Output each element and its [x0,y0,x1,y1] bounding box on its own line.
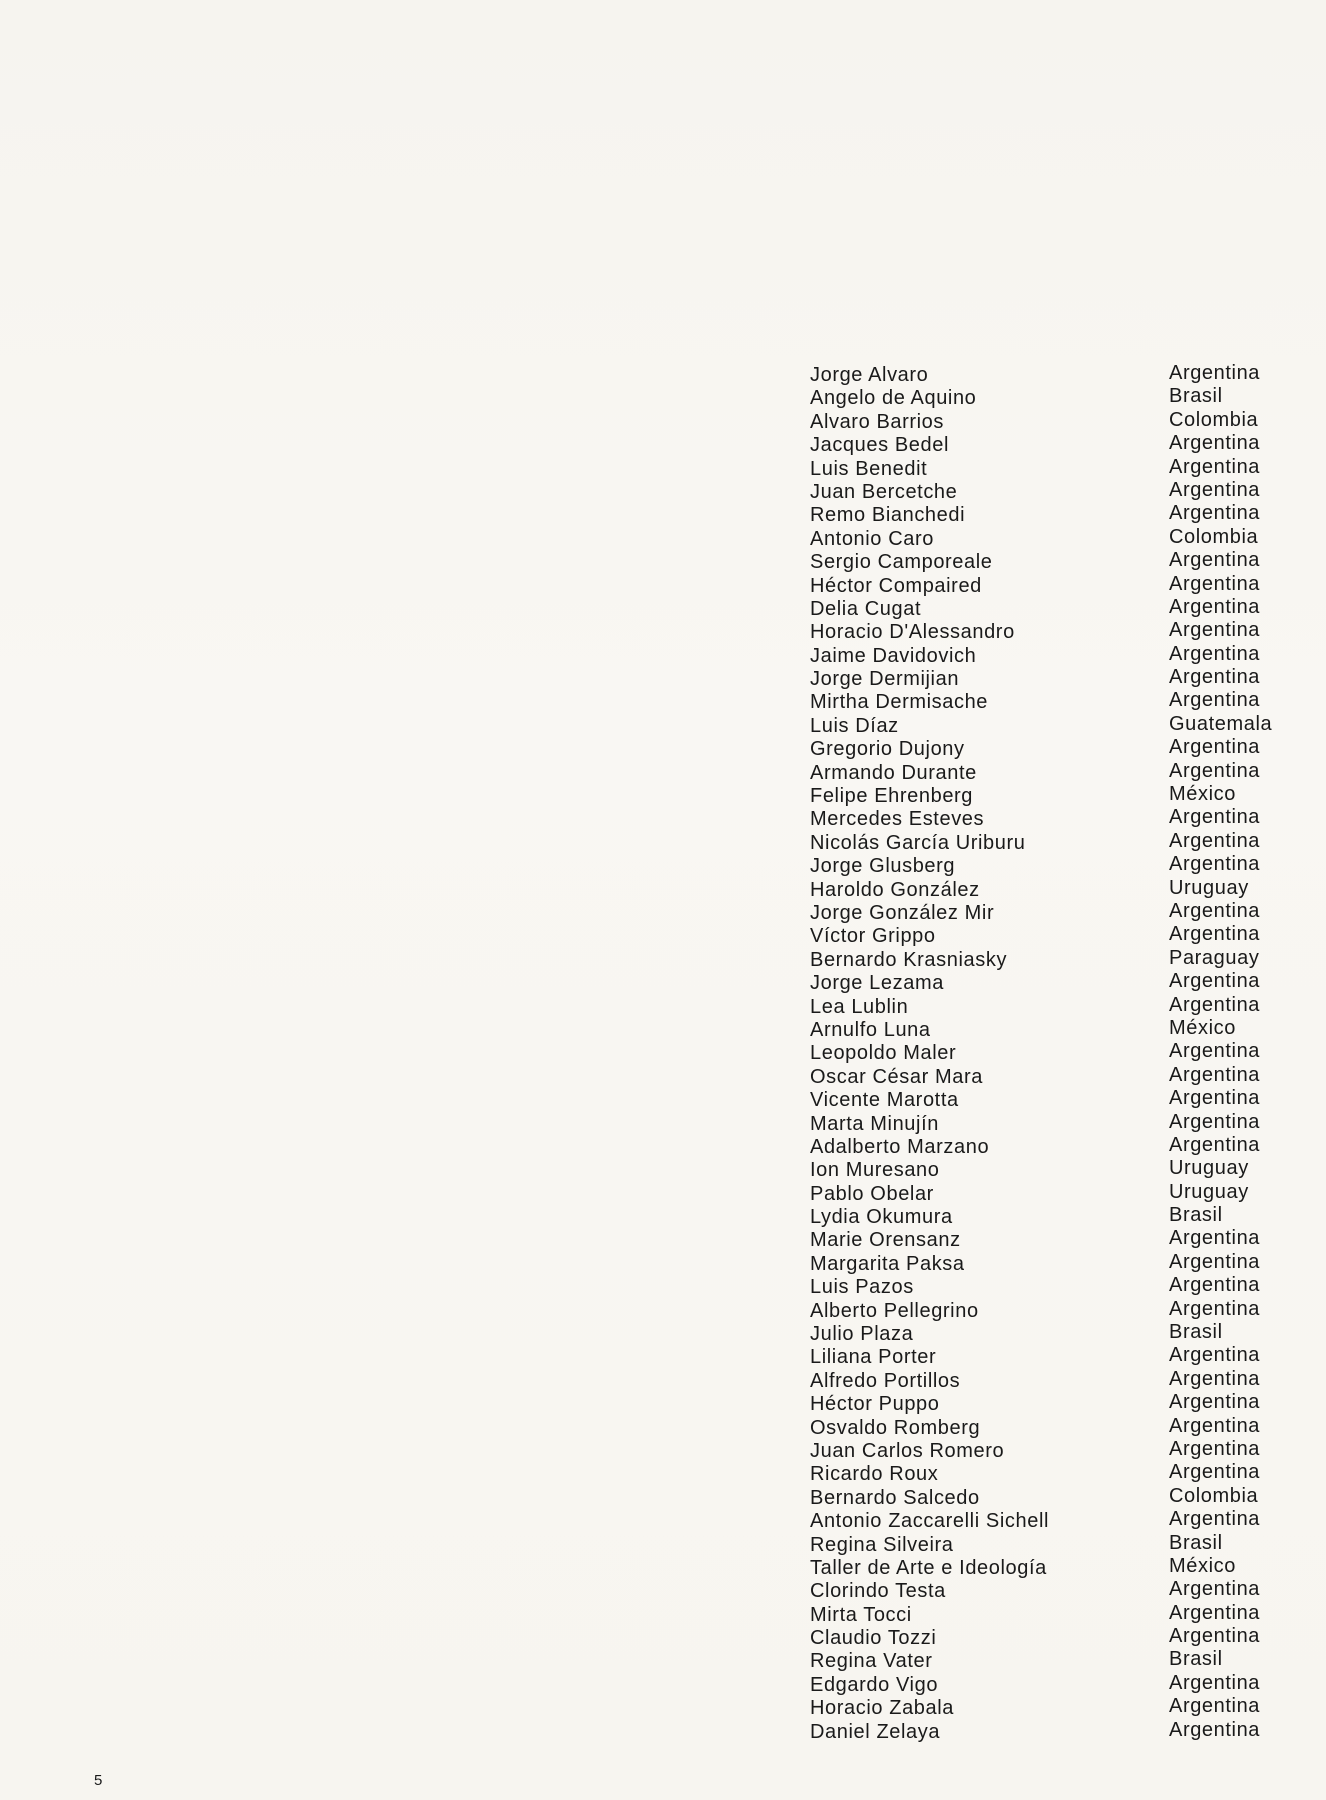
artist-row [810,808,1280,831]
artist-name: Ricardo Roux [810,1463,939,1486]
artist-country: Uruguay [1169,1180,1249,1203]
artist-name: Horacio Zabala [810,1697,955,1720]
artist-country: Argentina [1169,502,1261,525]
artist-row [810,1510,1280,1533]
artist-name: Regina Vater [810,1650,933,1673]
artist-name: Jorge Alvaro [810,364,929,386]
artist-name: Lydia Okumura [810,1206,953,1229]
artist-country: Argentina [1169,619,1261,642]
artist-name: Margarita Paksa [810,1252,965,1275]
artist-row [810,829,1280,855]
artist-row [810,899,1280,925]
artist-country: Argentina [1169,1087,1261,1110]
artist-name: Héctor Compaired [810,574,982,597]
artist-country: Argentina [1169,1671,1261,1694]
artist-country: Argentina [1169,362,1261,384]
artist-country: Argentina [1169,1133,1261,1156]
artist-country: Brasil [1169,1648,1223,1671]
artist-country: Argentina [1169,806,1261,829]
artist-country: Argentina [1169,666,1261,689]
artist-name: Antonio Zaccarelli Sichell [810,1510,1050,1533]
artist-country: Argentina [1169,1040,1261,1063]
artist-country: Argentina [1169,1274,1261,1297]
artist-row [810,1627,1280,1650]
artist-row [810,925,1280,948]
artist-country: Argentina [1169,759,1261,782]
artist-name: Leopoldo Maler [810,1042,957,1065]
artist-name: Jaime Davidovich [810,644,977,667]
artist-country: Argentina [1169,549,1261,572]
artist-name: Haroldo González [810,878,980,901]
artist-name: Mirtha Dermisache [810,691,989,714]
artist-row [810,455,1280,481]
artist-country: Argentina [1169,455,1261,478]
artist-row [810,1554,1280,1580]
artist-name: Osvaldo Romberg [810,1416,981,1439]
artist-row [810,1206,1280,1229]
artist-country: Argentina [1169,1625,1261,1648]
artist-row [810,408,1280,434]
artist-country: Argentina [1169,1110,1261,1133]
artist-name: Alberto Pellegrino [810,1299,979,1322]
artist-name: Jorge González Mir [810,901,995,924]
artist-row [810,876,1280,902]
artist-country: Argentina [1169,923,1261,946]
artist-row [810,1484,1280,1510]
artist-row [810,1297,1280,1323]
artist-row [810,1718,1280,1744]
artist-row [810,1531,1280,1557]
artist-name: Regina Silveira [810,1533,954,1556]
artist-row [810,668,1280,691]
artist-row [810,1110,1280,1136]
artist-name: Héctor Puppo [810,1393,940,1416]
artist-country: Argentina [1169,432,1261,455]
artist-country: Argentina [1169,1250,1261,1273]
artist-name: Oscar César Mara [810,1065,983,1088]
artist-row [810,1016,1280,1042]
artist-row [810,525,1280,551]
artist-country: Argentina [1169,1578,1261,1601]
artist-row [810,621,1280,644]
artist-country: Argentina [1169,1718,1261,1741]
artist-row [810,759,1280,785]
artist-country: Argentina [1169,970,1261,993]
artist-row [810,1650,1280,1673]
artist-row [810,1159,1280,1182]
artist-name: Mercedes Esteves [810,808,985,831]
artist-row [810,946,1280,972]
artist-country: Uruguay [1169,1157,1249,1180]
artist-name: Luis Pazos [810,1276,914,1299]
artist-row [810,1180,1280,1206]
artist-country: Brasil [1169,385,1223,408]
artist-name: Arnulfo Luna [810,1018,931,1041]
artist-row [810,364,1280,387]
artist-name: Alfredo Portillos [810,1369,961,1392]
artist-country: México [1169,1554,1236,1577]
artist-row [810,1133,1280,1159]
artist-name: Julio Plaza [810,1323,914,1346]
artist-country: México [1169,783,1236,806]
artist-name: Jacques Bedel [810,434,950,457]
artist-name: Armando Durante [810,761,977,784]
artist-row [810,572,1280,598]
artist-name: Edgardo Vigo [810,1673,939,1696]
artist-row [810,1393,1280,1416]
artist-name: Juan Carlos Romero [810,1439,1005,1462]
artist-name: Juan Bercetche [810,480,958,503]
artist-country: Argentina [1169,899,1261,922]
artist-row [810,738,1280,761]
artist-row [810,1323,1280,1346]
artist-name: Clorindo Testa [810,1580,946,1603]
artist-name: Gregorio Dujony [810,738,965,761]
artist-row [810,1367,1280,1393]
artist-country: Colombia [1169,408,1259,431]
artist-name: Marie Orensanz [810,1229,961,1252]
artist-country: Argentina [1169,689,1261,712]
artist-row [810,1414,1280,1440]
artist-row [810,1089,1280,1112]
artist-row [810,712,1280,738]
artist-row [810,1463,1280,1486]
artist-country: Brasil [1169,1204,1223,1227]
artist-row [810,1346,1280,1369]
artist-row [810,1697,1280,1720]
artist-country: Argentina [1169,1227,1261,1250]
artist-country: Argentina [1169,853,1261,876]
artist-row [810,785,1280,808]
artist-row [810,551,1280,574]
artist-row [810,1250,1280,1276]
artist-row [810,1276,1280,1299]
artist-country: Argentina [1169,993,1261,1016]
artist-country: Argentina [1169,642,1261,665]
artist-country: Argentina [1169,595,1261,618]
artist-row [810,1437,1280,1463]
artist-country: Argentina [1169,1414,1261,1437]
artist-country: Argentina [1169,1063,1261,1086]
artist-name: Remo Bianchedi [810,504,966,527]
artist-name: Daniel Zelaya [810,1720,941,1743]
artist-country: Argentina [1169,1367,1261,1390]
artist-row [810,1042,1280,1065]
artist-country: Argentina [1169,829,1261,852]
artist-country: Argentina [1169,1297,1261,1320]
artist-name: Jorge Dermijian [810,668,960,691]
artist-name: Angelo de Aquino [810,387,977,410]
artist-name: Lea Lublin [810,995,909,1018]
artist-row [810,595,1280,621]
artist-name: Luis Benedit [810,457,928,480]
artist-name: Ion Muresano [810,1159,940,1182]
artist-name: Luis Díaz [810,714,899,737]
artist-name: Claudio Tozzi [810,1627,937,1650]
artist-name: Adalberto Marzano [810,1135,990,1158]
artist-country: Brasil [1169,1531,1223,1554]
artist-name: Nicolás García Uriburu [810,831,1026,854]
artist-name: Felipe Ehrenberg [810,785,974,808]
artist-row [810,691,1280,714]
artist-country: Argentina [1169,736,1261,759]
artist-name: Bernardo Krasniasky [810,948,1008,971]
artist-country: Argentina [1169,1508,1261,1531]
artist-country: Brasil [1169,1321,1223,1344]
artist-row [810,1229,1280,1252]
artist-country: Argentina [1169,1391,1261,1414]
page-number: 5 [94,1772,103,1789]
artist-row [810,434,1280,457]
artist-name: Jorge Lezama [810,972,944,995]
artist-row [810,972,1280,995]
artist-name: Sergio Camporeale [810,551,993,574]
artist-name: Liliana Porter [810,1346,937,1369]
artist-country: Argentina [1169,1437,1261,1460]
artist-country: Uruguay [1169,876,1249,899]
artist-country: Argentina [1169,1695,1261,1718]
artist-name: Antonio Caro [810,527,934,550]
artist-country: Argentina [1169,572,1261,595]
artist-name: Taller de Arte e Ideología [810,1556,1047,1579]
artist-country: Colombia [1169,1484,1259,1507]
artist-country: Colombia [1169,525,1259,548]
artist-list [810,364,1280,1744]
artist-name: Marta Minujín [810,1112,939,1135]
artist-country: Argentina [1169,478,1261,501]
artist-row [810,504,1280,527]
artist-country: Argentina [1169,1601,1261,1624]
artist-name: Mirta Tocci [810,1603,912,1626]
artist-row [810,993,1280,1019]
artist-name: Horacio D'Alessandro [810,621,1015,644]
artist-name: Delia Cugat [810,597,922,620]
artist-country: Guatemala [1169,712,1273,735]
artist-row [810,478,1280,504]
artist-name: Alvaro Barrios [810,410,944,433]
artist-row [810,642,1280,668]
artist-name: Jorge Glusberg [810,855,956,878]
artist-row [810,1601,1280,1627]
artist-name: Víctor Grippo [810,925,936,948]
artist-country: Paraguay [1169,946,1260,969]
artist-country: Argentina [1169,1461,1261,1484]
artist-name: Pablo Obelar [810,1182,934,1205]
artist-row [810,1063,1280,1089]
artist-name: Vicente Marotta [810,1089,959,1112]
artist-country: México [1169,1016,1236,1039]
artist-row [810,1671,1280,1697]
artist-name: Bernardo Salcedo [810,1486,980,1509]
artist-row [810,387,1280,410]
artist-row [810,1580,1280,1603]
artist-country: Argentina [1169,1344,1261,1367]
artist-row [810,855,1280,878]
